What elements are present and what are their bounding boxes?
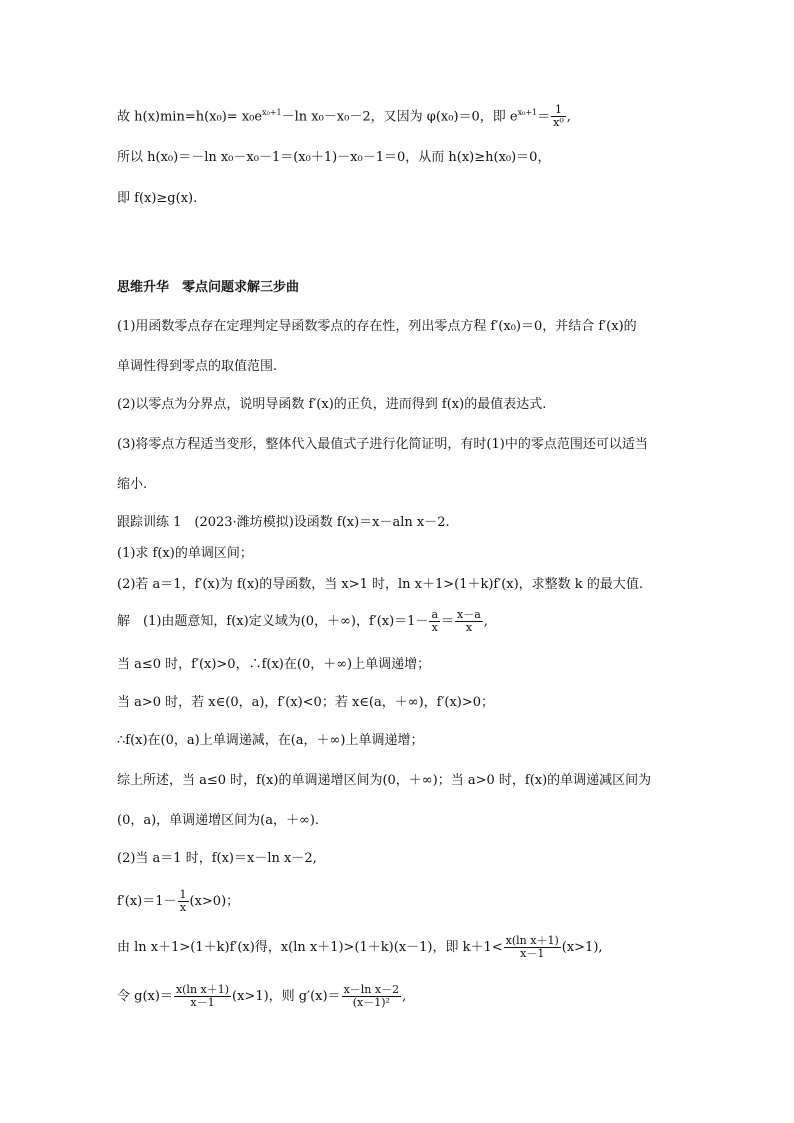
text-segment: －ln x₀－x₀－2，又因为 φ(x₀)＝0，即 e	[281, 109, 518, 125]
fraction-numerator: 1	[179, 888, 187, 901]
fraction-denominator: (x－1)²	[352, 996, 390, 1009]
step-3: (3)将零点方程适当变形，整体代入最值式子进行化简证明，有时(1)中的零点范围还可以适当	[117, 437, 648, 452]
text-segment: 由 ln x＋1>(1＋k)f′(x)得，x(ln x＋1)>(1＋k)(x－1)，即 k＋1<	[117, 940, 503, 955]
fraction-denominator: x－1	[520, 947, 545, 960]
question-1: (1)求 f(x)的单调区间；	[117, 546, 253, 561]
monotonicity: ∴f(x)在(0，a)上单调递减，在(a，＋∞)上单调递增；	[117, 733, 424, 748]
text-segment: (x>1),	[561, 940, 603, 955]
fraction	[455, 609, 483, 634]
text-segment: ,	[402, 989, 407, 1004]
line-so: 所以 h(x₀)＝－ln x₀－x₀－1＝(x₀＋1)－x₀－1＝0，从而 h(x)≥h(x₀)＝0，	[117, 150, 551, 165]
text-segment: 令 g(x)＝	[117, 989, 173, 1004]
case-a-gt-0: 当 a>0 时，若 x∈(0，a)，f′(x)<0；若 x∈(a，＋∞)，f′(x)>0；	[117, 695, 495, 710]
text-segment: (x>0)；	[189, 894, 240, 909]
fraction	[342, 984, 402, 1009]
fraction-numerator: 1	[551, 104, 566, 117]
fraction-denominator: x	[179, 901, 187, 914]
fraction-numerator: a	[431, 608, 439, 621]
fraction-denominator: x⁰	[553, 116, 564, 130]
fraction-denominator: x	[465, 621, 473, 634]
exponent: x₀+1	[517, 108, 538, 117]
line-conclusion: 即 f(x)≥g(x).	[117, 191, 198, 206]
section-heading: 思维升华 零点问题求解三步曲	[117, 280, 300, 295]
step-1-cont: 单调性得到零点的取值范围.	[117, 359, 278, 374]
question-2: (2)若 a＝1，f′(x)为 f(x)的导函数，当 x>1 时，ln x＋1>(1＋k)f′(x)，求整数 k 的最大值.	[117, 577, 643, 592]
solution-2: (2)当 a＝1 时，f(x)＝x－ln x－2,	[117, 851, 317, 866]
solution-1	[117, 609, 754, 634]
text-segment: (x>1)，则 g′(x)＝	[232, 989, 341, 1004]
step-1: (1)用函数零点存在定理判定导函数零点的存在性，列出零点方程 f′(x₀)＝0，并结合 f′(x)的	[117, 319, 637, 334]
define-g	[117, 984, 754, 1009]
inequality-step	[117, 935, 754, 960]
derivative	[117, 889, 754, 914]
fraction	[178, 889, 189, 914]
fraction-denominator: x	[431, 621, 438, 634]
step-2: (2)以零点为分界点，说明导函数 f′(x)的正负，进而得到 f(x)的最值表达式.	[117, 397, 547, 412]
fraction-denominator: x－1	[190, 996, 215, 1009]
exercise-title: 跟踪训练 1 (2023·潍坊模拟)设函数 f(x)＝x－aln x－2.	[117, 515, 450, 530]
text-segment: 解 (1)由题意知，f(x)定义域为(0，＋∞)，f′(x)＝1－	[117, 614, 429, 629]
text-segment: ＝	[537, 109, 551, 125]
fraction-numerator: x－ln x－2	[343, 983, 400, 996]
step-3-cont: 缩小.	[117, 477, 148, 492]
summary: 综上所述，当 a≤0 时，f(x)的单调递增区间为(0，＋∞)；当 a>0 时，f(x)的单调递减区间为	[117, 773, 652, 788]
text-segment: ,	[566, 109, 571, 125]
fraction	[504, 935, 561, 960]
case-a-le-0: 当 a≤0 时，f′(x)>0，∴f(x)在(0，＋∞)上单调递增；	[117, 657, 431, 672]
text-segment: ＝	[441, 614, 455, 629]
fraction-numerator: x(ln x＋1)	[505, 934, 559, 947]
fraction-numerator: x－a	[457, 608, 481, 621]
exponent: x₀+1	[262, 108, 282, 117]
fraction	[174, 984, 231, 1009]
text-segment: f′(x)＝1－	[117, 894, 177, 909]
text-segment: ,	[483, 614, 488, 629]
text-segment: 故 h(x)min=h(x₀)= x₀e	[117, 109, 263, 125]
summary-cont: (0，a)，单调递增区间为(a，＋∞).	[117, 813, 320, 828]
fraction-numerator: x(ln x＋1)	[175, 983, 230, 996]
line-min-value	[117, 104, 754, 129]
fraction	[551, 104, 566, 129]
fraction	[429, 609, 440, 634]
